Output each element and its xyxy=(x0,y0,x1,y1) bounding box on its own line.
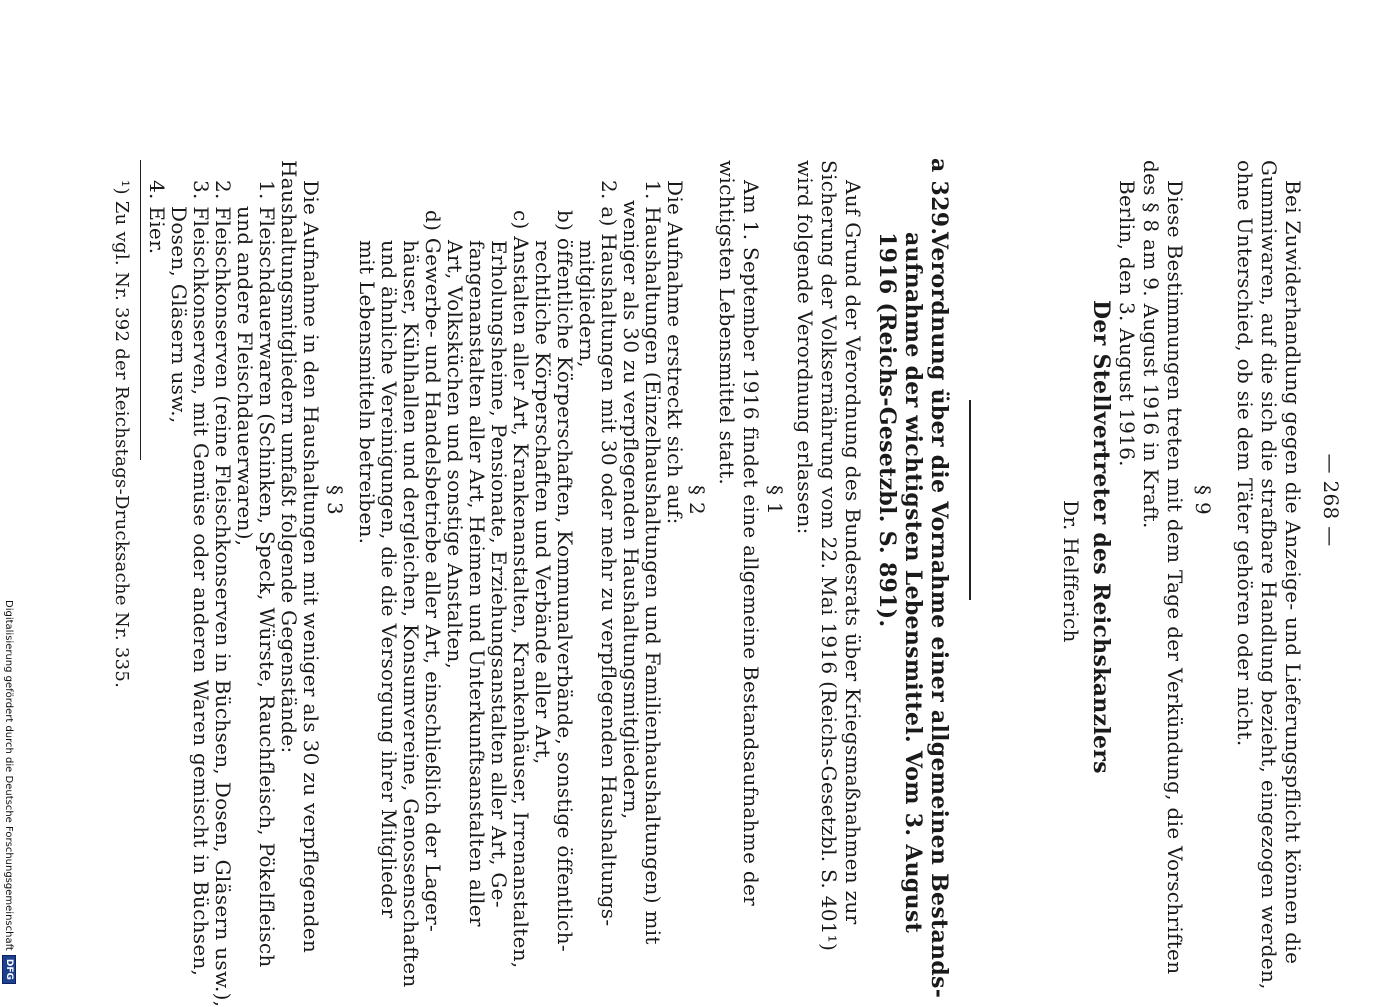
section-2-line: Die Aufnahme erstreckt sich auf: xyxy=(663,180,687,525)
section-1-heading: § 1 xyxy=(763,485,787,515)
preamble-line: Sicherung der Volksernährung vom 22. Mai 1916 (Reichs-Gesetzbl. S. 401¹) xyxy=(817,160,841,952)
section-2-line: d) Gewerbe- und Handelsbetriebe aller Art, einschließlich der Lager- xyxy=(421,210,445,933)
section-3-heading: § 3 xyxy=(323,485,347,515)
section-9-line: des § 8 am 9. August 1916 in Kraft. xyxy=(1139,160,1163,529)
signature-title: Der Stellvertreter des Reichskanzlers xyxy=(1088,300,1114,774)
decree-title-line: aufnahme der wichtigsten Lebensmittel. Vom 3. August xyxy=(900,232,926,934)
preamble-line: wird folgende Verordnung erlassen: xyxy=(793,160,817,535)
section-9-heading: § 9 xyxy=(1191,485,1215,515)
separator-rule xyxy=(969,400,971,600)
decree-number: a 329. xyxy=(926,158,952,236)
section-2-line: Erholungsheime, Pensionate, Erziehungsanstalten aller Art, Ge- xyxy=(487,240,511,908)
dfg-logo: DFG xyxy=(2,955,16,984)
section-1-line: Am 1. September 1916 findet eine allgemeine Bestandsaufnahme der xyxy=(739,180,763,906)
decree-title-line: Verordnung über die Vornahme einer allgemeinen Bestands- xyxy=(926,232,952,999)
section-2-heading: § 2 xyxy=(685,485,709,515)
signature-name: Dr. Helfferich xyxy=(1059,500,1083,643)
section-2-line: weniger als 30 zu verpflegenden Haushaltungsmitgliedern, xyxy=(619,200,643,820)
section-3-line: und andere Fleischdauerwaren), xyxy=(233,206,257,547)
credit-text: Digitalisierung gefördert durch die Deutsche Forschungsgemeinschaft xyxy=(3,600,15,951)
section-3-line: 4. Eier. xyxy=(145,180,169,255)
section-2-line: b) öffentliche Körperschaften, Kommunalverbände, sonstige öffentlich- xyxy=(553,210,577,952)
section-9-date: Berlin, den 3. August 1916. xyxy=(1115,180,1139,467)
digitization-credit xyxy=(0,0,16,1000)
section-3-line: Die Aufnahme in den Haushaltungen mit weniger als 30 zu verpflegenden xyxy=(299,180,323,954)
intro-line: ohne Unterschied, ob sie dem Täter gehören oder nicht. xyxy=(1233,160,1257,747)
footnote-rule xyxy=(140,160,141,460)
section-2-line: 1. Haushaltungen (Einzelhaushaltungen und Familienhaushaltungen) mit xyxy=(641,180,665,945)
preamble-line: Auf Grund der Verordnung des Bundesrats über Kriegsmaßnahmen zur xyxy=(841,180,865,925)
section-2-line: c) Anstalten aller Art, Krankenanstalten, Krankenhäuser, Irrenanstalten, xyxy=(509,210,533,969)
section-2-line: und ähnliche Vereinigungen, die die Versorgung ihrer Mitglieder xyxy=(377,240,401,919)
section-9-line: Diese Bestimmungen treten mit dem Tage der Verkündung, die Vorschriften xyxy=(1163,180,1187,975)
intro-line: Gummiwaren, auf die sich die strafbare Handlung bezieht, eingezogen werden, xyxy=(1257,160,1281,990)
intro-line: Bei Zuwiderhandlung gegen die Anzeige- und Lieferungspflicht können die xyxy=(1281,180,1305,965)
section-2-line: mit Lebensmitteln betreiben. xyxy=(355,240,379,545)
section-2-line: Art, Volksküchen und sonstige Anstalten, xyxy=(443,240,467,670)
decree-title-line: 1916 (Reichs-Gesetzbl. S. 891). xyxy=(874,232,900,628)
section-2-line: mitgliedern, xyxy=(575,240,599,368)
page-number: — 268 — xyxy=(1319,453,1343,547)
section-3-line: 1. Fleischdauerwaren (Schinken, Speck, Würste, Rauchfleisch, Pökelfleisch xyxy=(255,180,279,968)
section-1-line: wichtigsten Lebensmittel statt. xyxy=(715,160,739,486)
section-2-line: 2. a) Haushaltungen mit 30 oder mehr zu verpflegenden Haushaltungs- xyxy=(597,180,621,927)
section-2-line: fangenanstalten aller Art, Heimen und Unterkunftsanstalten aller xyxy=(465,240,489,927)
section-3-line: Haushaltungsmitgliedern umfaßt folgende Gegenstände: xyxy=(277,160,301,754)
footnote: ¹) Zu vgl. Nr. 392 der Reichstags-Drucksache Nr. 335. xyxy=(111,180,132,689)
section-3-line: Dosen, Gläsern usw., xyxy=(167,206,191,424)
section-2-line: häuser, Kühlhallen und dergleichen, Konsumvereine, Genossenschaften xyxy=(399,240,423,988)
section-3-line: 2. Fleischkonserven (reine Fleischkonserven in Büchsen, Dosen, Gläsern usw.), xyxy=(211,180,235,1007)
section-2-line: rechtliche Körperschaften und Verbände aller Art, xyxy=(531,240,555,765)
section-3-line: 3. Fleischkonserven, mit Gemüse oder anderen Waren gemischt in Büchsen, xyxy=(189,180,213,977)
